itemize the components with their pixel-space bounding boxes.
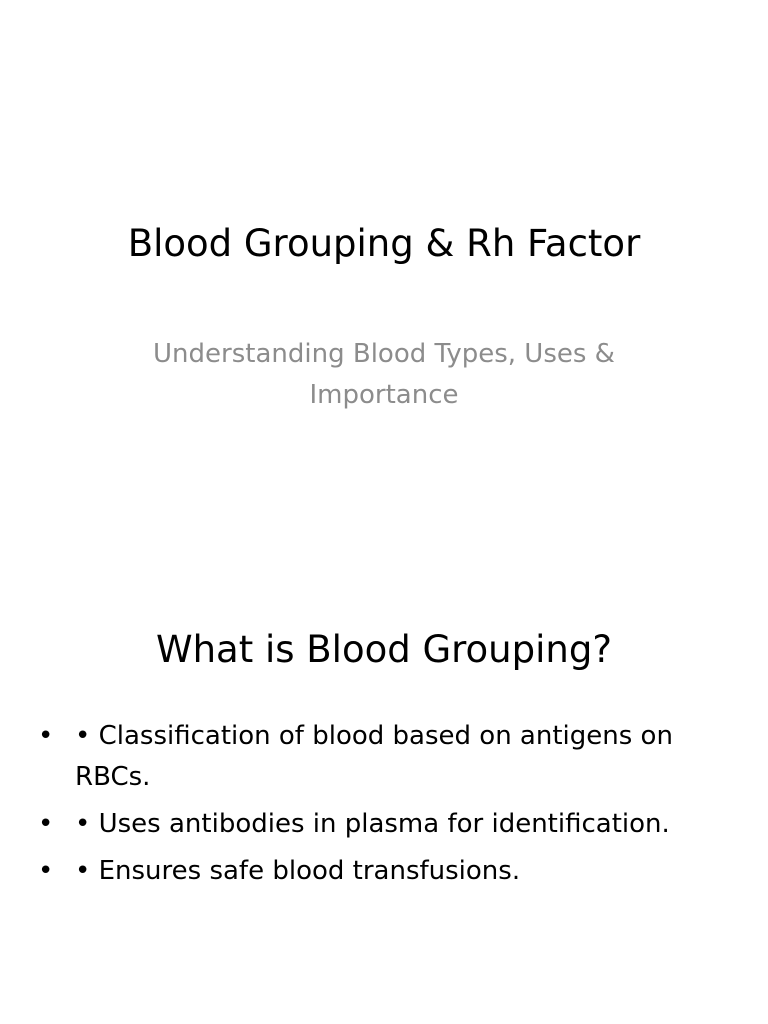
slide-title: Blood Grouping & Rh Factor: [127, 222, 641, 265]
bullet-marker: •: [38, 721, 54, 751]
content-slide: [0, 576, 768, 1024]
bullet-item: [38, 716, 728, 798]
bullet-text: • Classification of blood based on antigens on RBCs.: [75, 721, 673, 792]
bullet-list: [38, 716, 728, 898]
bullet-text: • Uses antibodies in plasma for identification.: [75, 809, 670, 839]
slide-heading: What is Blood Grouping?: [156, 628, 612, 671]
bullet-text: • Ensures safe blood transfusions.: [75, 856, 521, 886]
slide-subtitle: Understanding Blood Types, Uses & Importance: [153, 339, 615, 410]
bullet-item: [38, 851, 728, 892]
bullet-marker: •: [38, 856, 54, 886]
bullet-item: [38, 804, 728, 845]
bullet-marker: •: [38, 809, 54, 839]
